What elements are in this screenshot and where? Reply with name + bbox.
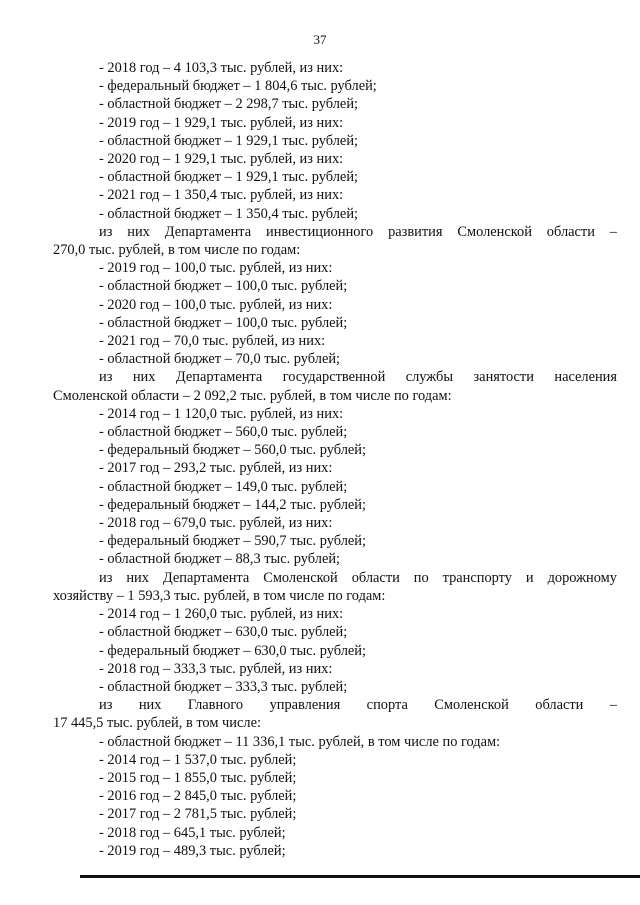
text-line: - федеральный бюджет – 630,0 тыс. рублей;	[99, 642, 366, 659]
text-line: - 2018 год – 645,1 тыс. рублей;	[99, 824, 286, 841]
text-line: - федеральный бюджет – 560,0 тыс. рублей;	[99, 442, 366, 459]
text-line: - 2021 год – 1 350,4 тыс. рублей, из них:	[99, 187, 344, 204]
bottom-divider	[80, 875, 640, 878]
text-line: 270,0 тыс. рублей, в том числе по годам:	[53, 242, 301, 259]
text-line: - 2019 год – 489,3 тыс. рублей;	[99, 842, 286, 859]
text-line: из них Департамента государственной службы занятости населения	[99, 369, 617, 386]
text-line: - федеральный бюджет – 144,2 тыс. рублей;	[99, 496, 366, 513]
text-line: - 2018 год – 333,3 тыс. рублей, из них:	[99, 660, 333, 677]
text-line: - областной бюджет – 333,3 тыс. рублей;	[99, 678, 348, 695]
text-line: - 2018 год – 4 103,3 тыс. рублей, из них:	[99, 60, 344, 76]
text-line: - областной бюджет – 1 929,1 тыс. рублей;	[99, 132, 359, 149]
text-line: из них Департамента инвестиционного развития Смоленской области –	[99, 223, 617, 240]
text-line: - 2014 год – 1 120,0 тыс. рублей, из них:	[99, 405, 344, 422]
text-line: - федеральный бюджет – 590,7 тыс. рублей;	[99, 533, 366, 550]
text-line: - 2016 год – 2 845,0 тыс. рублей;	[99, 788, 297, 805]
text-line: - 2019 год – 100,0 тыс. рублей, из них:	[99, 260, 333, 277]
text-line: - областной бюджет – 100,0 тыс. рублей;	[99, 278, 348, 295]
text-line: - федеральный бюджет – 1 804,6 тыс. рублей;	[99, 78, 377, 95]
text-line: - 2014 год – 1 537,0 тыс. рублей;	[99, 751, 297, 768]
text-line: из них Главного управления спорта Смоленской области –	[99, 697, 617, 714]
text-line: - 2020 год – 100,0 тыс. рублей, из них:	[99, 296, 333, 313]
text-line: - 2017 год – 2 781,5 тыс. рублей;	[99, 806, 297, 823]
text-line: - областной бюджет – 11 336,1 тыс. рублей, в том числе по годам:	[99, 733, 501, 750]
text-line: - областной бюджет – 630,0 тыс. рублей;	[99, 624, 348, 641]
text-line: - 2015 год – 1 855,0 тыс. рублей;	[99, 769, 297, 786]
text-line: хозяйству – 1 593,3 тыс. рублей, в том числе по годам:	[53, 587, 386, 604]
text-line: - областной бюджет – 88,3 тыс. рублей;	[99, 551, 341, 568]
text-line: - 2021 год – 70,0 тыс. рублей, из них:	[99, 333, 326, 350]
text-line: - областной бюджет – 70,0 тыс. рублей;	[99, 351, 341, 368]
text-line: Смоленской области – 2 092,2 тыс. рублей, в том числе по годам:	[53, 387, 452, 404]
text-line: из них Департамента Смоленской области по транспорту и дорожному	[99, 569, 617, 586]
text-line: - 2019 год – 1 929,1 тыс. рублей, из них:	[99, 114, 344, 131]
text-line: - областной бюджет – 149,0 тыс. рублей;	[99, 478, 348, 495]
document-body	[53, 59, 617, 860]
text-line: 17 445,5 тыс. рублей, в том числе:	[53, 715, 261, 732]
text-line: - областной бюджет – 1 350,4 тыс. рублей;	[99, 205, 359, 222]
page-number: 37	[313, 32, 327, 47]
text-line: - областной бюджет – 1 929,1 тыс. рублей;	[99, 169, 359, 186]
text-line: - 2014 год – 1 260,0 тыс. рублей, из них:	[99, 606, 344, 623]
text-line: - 2017 год – 293,2 тыс. рублей, из них:	[99, 460, 333, 477]
text-line: - областной бюджет – 560,0 тыс. рублей;	[99, 424, 348, 441]
text-line: - 2018 год – 679,0 тыс. рублей, из них:	[99, 515, 333, 532]
text-line: - 2020 год – 1 929,1 тыс. рублей, из них:	[99, 151, 344, 168]
text-line: - областной бюджет – 2 298,7 тыс. рублей;	[99, 96, 359, 113]
text-line: - областной бюджет – 100,0 тыс. рублей;	[99, 314, 348, 331]
